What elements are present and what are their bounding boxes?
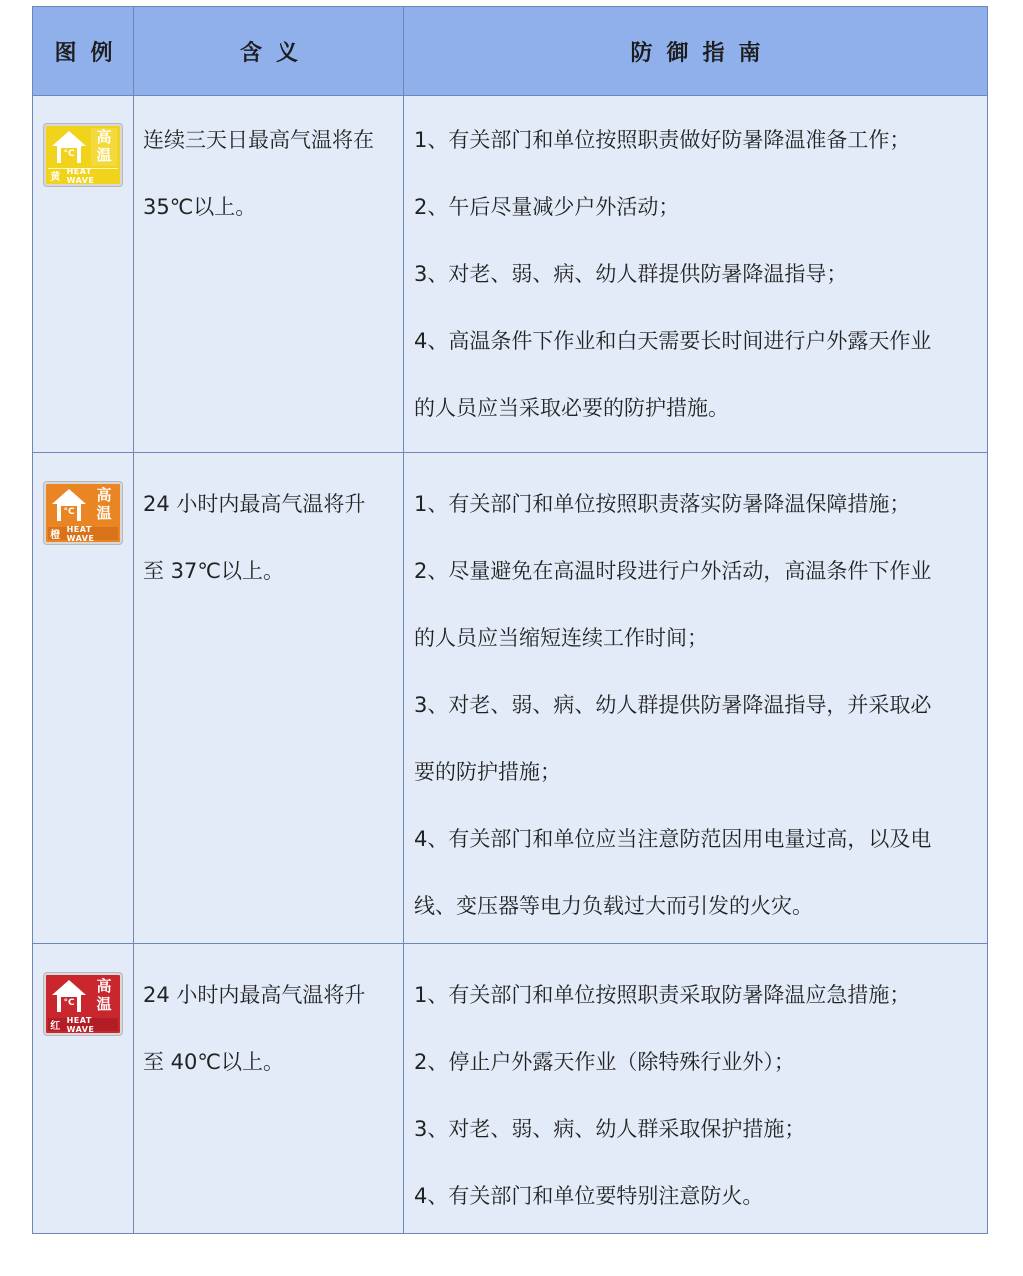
icon-level: 黄 — [50, 172, 61, 183]
icon-english: HEAT WAVE — [66, 1015, 95, 1034]
meaning-cell — [143, 471, 383, 605]
icon-title: 高温 — [96, 486, 112, 522]
guide-line: 1、有关部门和单位按照职责落实防暑降温保障措施； — [414, 492, 911, 516]
icon-level: 红 — [50, 1021, 61, 1032]
guide-line: 2、午后尽量减少户外活动； — [414, 195, 680, 219]
icon-title: 高温 — [96, 977, 112, 1013]
meaning-line: 24 小时内最高气温将升 — [143, 492, 366, 516]
house-icon: °C — [50, 487, 88, 523]
guide-line: 1、有关部门和单位按照职责采取防暑降温应急措施； — [414, 983, 911, 1007]
meaning-cell — [143, 107, 383, 241]
guide-cell — [414, 471, 979, 940]
guide-line: 2、尽量避免在高温时段进行户外活动，高温条件下作业 — [414, 559, 932, 583]
house-icon: °C — [50, 129, 88, 165]
table-row — [33, 453, 987, 943]
guide-cell — [414, 107, 979, 442]
guide-line: 线、变压器等电力负载过大而引发的火灾。 — [414, 894, 813, 918]
house-icon: °C — [50, 978, 88, 1014]
guide-line: 1、有关部门和单位按照职责做好防暑降温准备工作； — [414, 128, 911, 152]
meaning-cell — [143, 962, 383, 1096]
table-row — [33, 944, 987, 1234]
icon-english: HEAT WAVE — [66, 166, 95, 185]
icon-level: 橙 — [50, 530, 61, 541]
header-legend: 图例 — [54, 40, 127, 66]
guide-line: 3、对老、弱、病、幼人群采取保护措施； — [414, 1117, 806, 1141]
guide-line: 的人员应当采取必要的防护措施。 — [414, 396, 729, 420]
heat-warning-table — [32, 6, 988, 1234]
header-meaning: 含义 — [239, 40, 312, 66]
guide-line: 3、对老、弱、病、幼人群提供防暑降温指导，并采取必 — [414, 693, 932, 717]
table-header — [33, 7, 987, 96]
meaning-line: 至 40℃以上。 — [143, 1050, 284, 1074]
heat-wave-red-icon — [44, 973, 122, 1035]
meaning-line: 35℃以上。 — [143, 195, 257, 219]
meaning-line: 24 小时内最高气温将升 — [143, 983, 366, 1007]
heat-wave-orange-icon — [44, 482, 122, 544]
guide-line: 4、有关部门和单位要特别注意防火。 — [414, 1184, 764, 1208]
guide-cell — [414, 962, 979, 1230]
guide-line: 4、高温条件下作业和白天需要长时间进行户外露天作业 — [414, 329, 932, 353]
guide-line: 4、有关部门和单位应当注意防范因用电量过高，以及电 — [414, 827, 932, 851]
icon-title: 高温 — [91, 128, 117, 166]
guide-line: 3、对老、弱、病、幼人群提供防暑降温指导； — [414, 262, 848, 286]
icon-english: HEAT WAVE — [66, 524, 95, 543]
heat-wave-yellow-icon — [44, 124, 122, 186]
table-row — [33, 96, 987, 452]
meaning-line: 至 37℃以上。 — [143, 559, 284, 583]
meaning-line: 连续三天日最高气温将在 — [143, 128, 374, 152]
guide-line: 2、停止户外露天作业（除特殊行业外）； — [414, 1050, 795, 1074]
guide-line: 要的防护措施； — [414, 760, 561, 784]
guide-line: 的人员应当缩短连续工作时间； — [414, 626, 708, 650]
header-guide: 防御指南 — [630, 40, 775, 66]
